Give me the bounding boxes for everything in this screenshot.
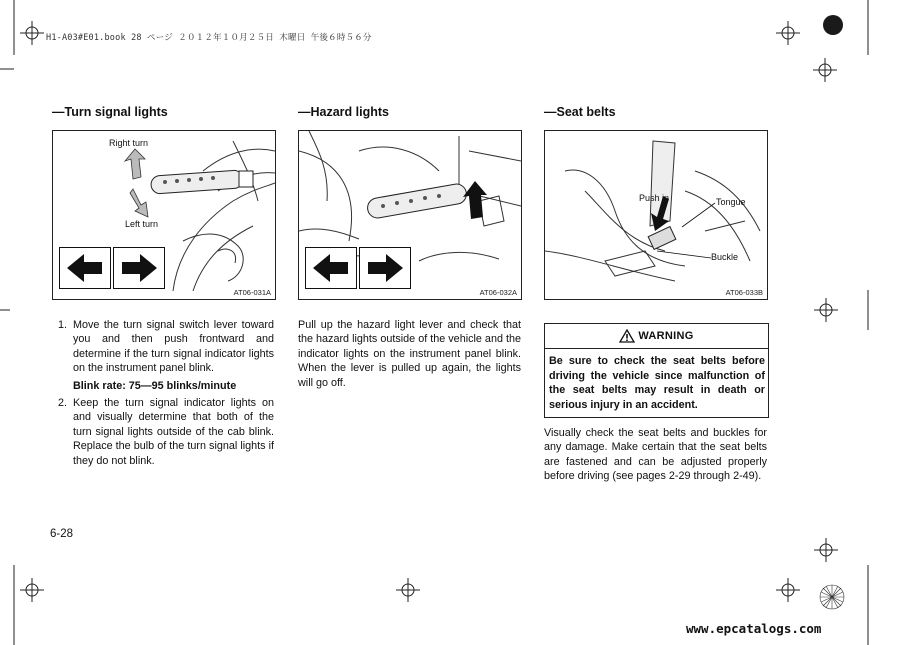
right-arrow-icon: [360, 248, 410, 288]
right-turn-label: Right turn: [109, 138, 149, 148]
step-1: [58, 318, 274, 376]
blink-rate: Blink rate: 75—95 blinks/minute: [73, 379, 237, 392]
turn-signal-steps: [58, 318, 274, 468]
left-arrow-indicator: [59, 247, 111, 289]
push-in-label: Push in: [639, 193, 670, 203]
step-2: [58, 396, 274, 468]
step-number: 2.: [58, 397, 68, 410]
hazard-lights-figure: [298, 130, 522, 300]
turn-signal-title: —Turn signal lights: [52, 105, 168, 119]
right-arrow-indicator: [359, 247, 411, 289]
seat-belts-text: Visually check the seat belts and buckles for any damage. Make certain that the seat belts are fastened and can be adjusted properly before driving (see pages 2-29 through 2-49).: [544, 427, 767, 483]
step-text: Keep the turn signal indicator lights on and visually determine that both of the turn signal lights outside of the cab blink. Replace the bulb of the turn signal lights if they do not blink.: [73, 397, 274, 467]
warning-text: Be sure to check the seat belts before driving the vehicle since malfunction of the seat belts may result in death or serious injury in an accident.: [549, 355, 765, 411]
turn-signal-figure: [52, 130, 276, 300]
figure-code: AT06-032A: [479, 288, 517, 297]
tongue-label: Tongue: [716, 197, 746, 207]
right-arrow-icon: [114, 248, 164, 288]
step-text: Move the turn signal switch lever toward you and then push frontward and determine if the turn signal indicator lights on the instrument panel blink.: [73, 319, 274, 375]
warning-triangle-icon: [619, 329, 635, 343]
seat-belt-illustration: [545, 131, 767, 299]
seat-belts-figure: [544, 130, 768, 300]
seat-belts-title: —Seat belts: [544, 105, 616, 119]
left-turn-label: Left turn: [125, 219, 159, 229]
buckle-label: Buckle: [711, 252, 739, 262]
warning-box: [544, 323, 769, 418]
warning-header: [545, 324, 768, 349]
hazard-lights-title: —Hazard lights: [298, 105, 389, 119]
figure-code: AT06-033B: [725, 288, 763, 297]
step-number: 1.: [58, 319, 68, 331]
footer-url: www.epcatalogs.com: [686, 621, 822, 636]
left-arrow-icon: [306, 248, 356, 288]
print-header: H1-A03#E01.book 28 ページ ２０１２年１０月２５日 木曜日 午後６時５６分: [46, 33, 372, 43]
right-arrow-indicator: [113, 247, 165, 289]
left-arrow-icon: [60, 248, 110, 288]
figure-code: AT06-031A: [233, 288, 271, 297]
warning-heading: WARNING: [638, 330, 694, 342]
hazard-lights-text: Pull up the hazard light lever and check that the hazard lights outside of the vehicle and the indicator lights on the instrument panel blink. When the lever is pulled up again, the lights will go off.: [298, 319, 521, 389]
left-arrow-indicator: [305, 247, 357, 289]
page-number: 6-28: [50, 528, 74, 540]
